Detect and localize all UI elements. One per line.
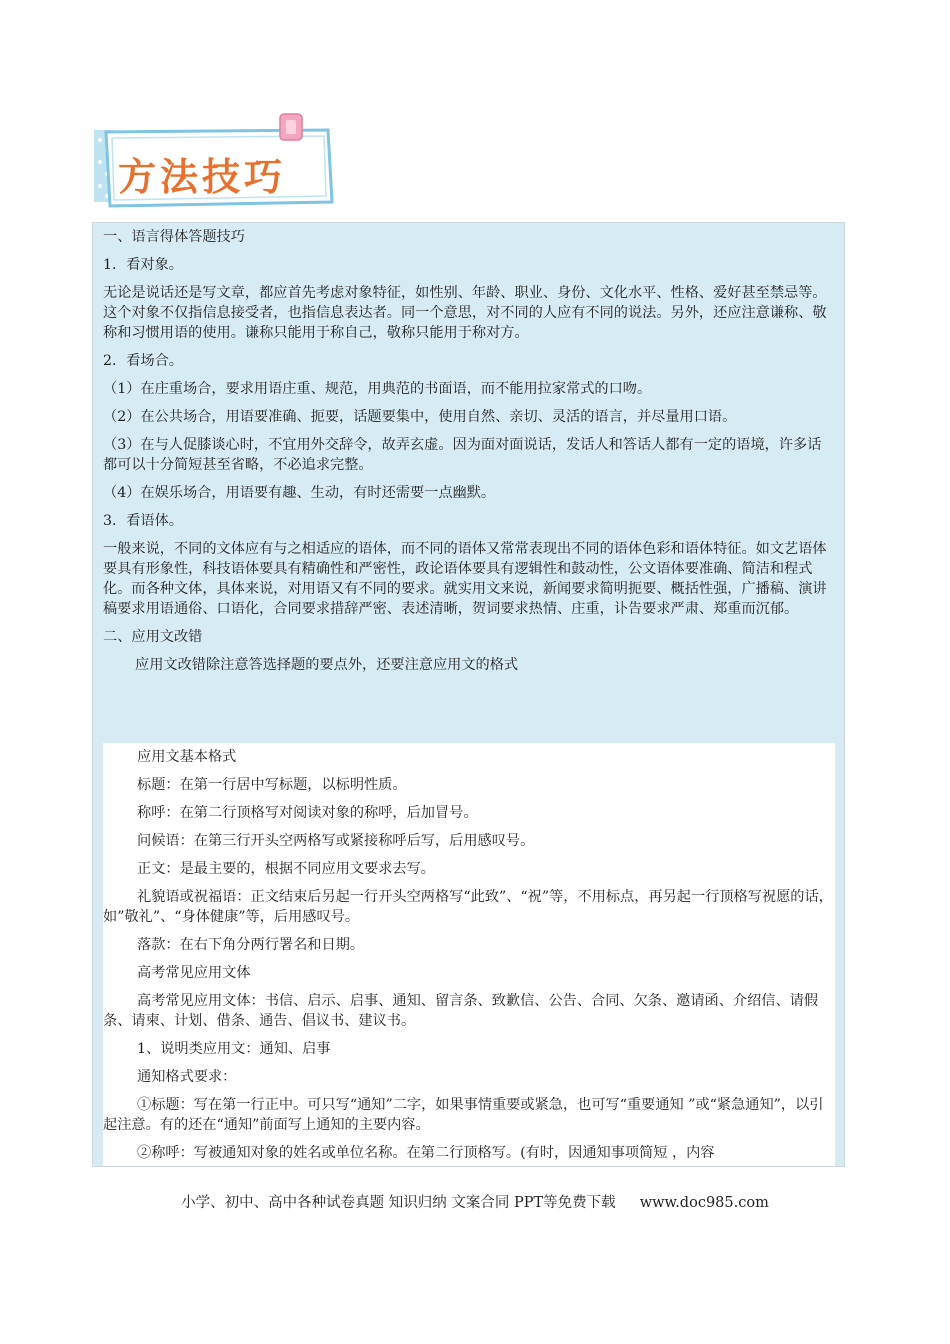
notice-format-heading: 通知格式要求： [137,1069,237,1085]
paragraph-occasion-4: （4）在娱乐场合，用语要有趣、生动，有时还需要一点幽默。 [103,485,496,501]
paragraph-applied-writing: 应用文改错除注意答选择题的要点外，还要注意应用文的格式 [135,657,519,673]
format-salutation: 称呼：在第二行顶格写对阅读对象的称呼，后加冒号。 [137,805,478,821]
format-signature: 落款：在右下角分两行署名和日期。 [137,937,365,953]
format-heading: 应用文基本格式 [137,749,237,765]
footer-url[interactable]: www.doc985.com [639,1195,769,1211]
paragraph-audience: 无论是说话还是写文章，都应首先考虑对象特征，如性别、年龄、职业、身份、文化水平、性格、爱好甚至禁忌等。这个对象不仅指信息接受者，也指信息表达者。同一个意思，对不同的人应有不同的说法。另外，还应注意谦称、敬称和习惯用语的使用。谦称只能用于称自己，敬称只能用于称对方。 [103,285,827,341]
section-banner [92,110,342,210]
subheading-audience: 1．看对象。 [103,257,183,273]
format-closing: 礼貌语或祝福语：正文结束后另起一行开头空两格写“此致”、“祝”等，不用标点，再另起一行顶格写祝愿的话，如”敬礼”、“身体健康”等，后用感叹号。 [103,889,833,925]
heading-section-1: 一、语言得体答题技巧 [103,229,245,245]
format-greeting: 问候语：在第三行开头空两格写或紧接称呼后写，后用感叹号。 [137,833,535,849]
footer-text: 小学、初中、高中各种试卷真题 知识归纳 文案合同 PPT等免费下载 [181,1195,616,1211]
banner-title: 方法技巧 [118,155,287,199]
notice-salutation-rule: ②称呼：写被通知对象的姓名或单位名称。在第二行顶格写。(有时，因通知事项简短 ，内容 [137,1145,715,1161]
common-types-list: 高考常见应用文体：书信、启示、启事、通知、留言条、致歉信、公告、合同、欠条、邀请函、介绍信、请假条、请柬、计划、借条、通告、倡议书、建议书。 [103,993,819,1029]
format-box [103,743,835,1167]
paragraph-occasion-2: （2）在公共场合，用语要准确、扼要，话题要集中，使用自然、亲切、灵活的语言，并尽量用口语。 [103,409,737,425]
format-title: 标题：在第一行居中写标题，以标明性质。 [137,777,407,793]
notice-title-rule: ①标题：写在第一行正中。可只写“通知”二字，如果事情重要或紧急，也可写“重要通知 ”或“紧急通知”，以引起注意。有的还在“通知”前面写上通知的主要内容。 [103,1097,824,1133]
heading-section-2: 二、应用文改错 [103,629,203,645]
notice-type-heading: 1、说明类应用文：通知、启事 [137,1041,331,1057]
paragraph-register: 一般来说，不同的文体应有与之相适应的语体，而不同的语体又常常表现出不同的语体色彩和语体特征。如文艺语体要具有形象性，科技语体要具有精确性和严密性，政论语体要具有逻辑性和鼓动性，公文语体要准确、简洁和程式化。而各种文体，具体来说，对用语又有不同的要求。就实用文来说，新闻要求简明扼要、概括性强，广播稿、演讲稿要求用语通俗、口语化，合同要求措辞严密、表述清晰，贺词要求热情、庄重，讣告要求严肃、郑重而沉郁。 [103,541,827,617]
subheading-register: 3．看语体。 [103,513,183,529]
format-body: 正文：是最主要的，根据不同应用文要求去写。 [137,861,435,877]
content-box [92,222,845,1167]
paragraph-occasion-1: （1）在庄重场合，要求用语庄重、规范，用典范的书面语，而不能用拉家常式的口吻。 [103,381,652,397]
subheading-occasion: 2．看场合。 [103,353,183,369]
paragraph-occasion-3: （3）在与人促膝谈心时，不宜用外交辞令，故弄玄虚。因为面对面说话，发话人和答话人都有一定的语境，许多话都可以十分简短甚至省略，不必追求完整。 [103,437,822,473]
common-types-heading: 高考常见应用文体 [137,965,251,981]
page-footer [0,1191,950,1212]
